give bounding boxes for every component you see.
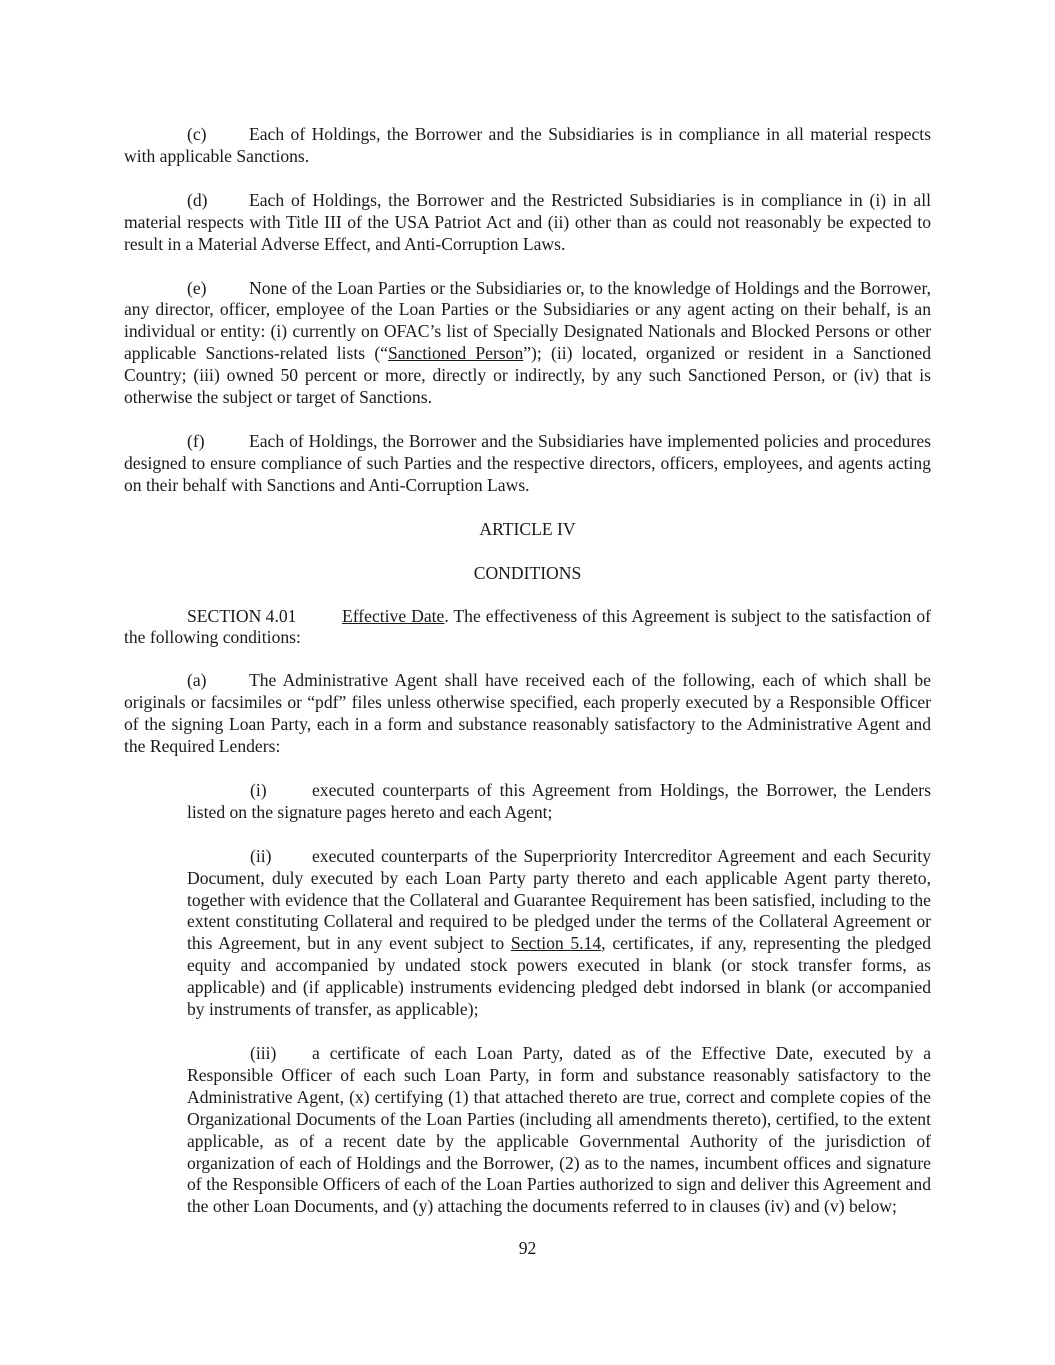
document-page-body [124, 124, 931, 1218]
paragraph-label: (f) [187, 430, 205, 451]
paragraph-text: Each of Holdings, the Borrower and the Restricted Subsidiaries is in compliance in (i) in all material respects with Title III of the USA Patriot Act and (ii) other than as could not reasonably be expected to result in a Material Adverse Effect, and Anti-Corruption Laws. [124, 189, 931, 254]
article-heading: ARTICLE IV [479, 518, 576, 539]
condition-label: (a) [187, 670, 207, 691]
item-label: (ii) [250, 845, 272, 866]
paragraph-label: (d) [187, 189, 208, 210]
condition-a [124, 670, 931, 758]
paragraph-f [124, 431, 931, 497]
item-iii [187, 1043, 931, 1218]
article-title: CONDITIONS [473, 562, 582, 583]
section-reference-link: Section 5.14 [510, 933, 602, 954]
paragraph-d [124, 190, 931, 256]
paragraph-e [124, 278, 931, 409]
item-text-before: executed counterparts of the Superpriority Intercreditor Agreement and each Security Document, duly executed by each Loan Party party thereto and each applicable Agent party thereto, together with evidence that the Collateral and Guarantee Requirement has been satisfied, including to the extent constituting Collateral and required to be pledged under the terms of the Collateral Agreement or this Agreement, but in any event subject to [187, 845, 931, 954]
item-label: (i) [250, 779, 267, 800]
item-text: executed counterparts of this Agreement from Holdings, the Borrower, the Lenders listed on the signature pages hereto and each Agent; [187, 779, 931, 822]
paragraph-text: Each of Holdings, the Borrower and the Subsidiaries have implemented policies and procedures designed to ensure compliance of such Parties and the respective directors, officers, employees, and agents acting on their behalf with Sanctions and Anti-Corruption Laws. [124, 430, 931, 495]
paragraph-text: Each of Holdings, the Borrower and the Subsidiaries is in compliance in all material respects with applicable Sanctions. [124, 124, 931, 166]
paragraph-label: (e) [187, 277, 207, 298]
paragraph-text-after: ”); (ii) located, organized or resident in a Sanctioned Country; (iii) owned 50 percent or more, directly or indirectly, by any such Sanctioned Person, or (iv) that is otherwise the subject or target of Sanctions. [124, 343, 931, 408]
section-4-01 [124, 606, 931, 650]
section-text: . The effectiveness of this Agreement is subject to the satisfaction of the following conditions: [124, 605, 931, 648]
item-i [187, 780, 931, 824]
condition-text: The Administrative Agent shall have received each of the following, each of which shall be originals or facsimiles or “pdf” files unless otherwise specified, each properly executed by a Responsible Officer of the signing Loan Party, each in a form and substance reasonably satisfactory to the Administrative Agent and the Required Lenders: [124, 670, 931, 757]
item-ii [187, 846, 931, 1021]
item-label: (iii) [250, 1043, 277, 1063]
paragraph-label: (c) [187, 124, 207, 144]
section-title: Effective Date [342, 605, 445, 626]
paragraph-text-before: None of the Loan Parties or the Subsidiaries or, to the knowledge of Holdings and the Borrower, any director, officer, employee of the Loan Parties or the Subsidiaries or any agent acting on their behalf, is an individual or entity: (i) currently on OFAC’s list of Specially Designated Nationals and Blocked Persons or other applicable Sanctions-related lists (“ [124, 277, 931, 364]
defined-term-sanctioned-person: Sanctioned Person [388, 343, 524, 364]
item-text: a certificate of each Loan Party, dated as of the Effective Date, executed by a Responsible Officer of each such Loan Party, in form and substance reasonably satisfactory to the Administrative Agent, (x) certifying (1) that attached thereto are true, correct and complete copies of the Organizational Documents of the Loan Parties (including all amendments thereto), certified, to the extent applicable, as of a recent date by the applicable Governmental Authority of the jurisdiction of organization of each of Holdings and the Borrower, (2) as to the names, incumbent offices and signature of the Responsible Officers of each of the Loan Parties authorized to sign and deliver this Agreement and the other Loan Documents, and (y) attaching the documents referred to in clauses (iv) and (v) below; [187, 1043, 931, 1217]
page-number: 92 [518, 1238, 537, 1258]
paragraph-c [124, 124, 931, 168]
item-text-after: , certificates, if any, representing the pledged equity and accompanied by undated stock powers executed in blank (or stock transfer forms, as applicable) and (if applicable) instruments evidencing pledged debt indorsed in blank (or accompanied by instruments of transfer, as applicable); [187, 933, 931, 1020]
section-number: SECTION 4.01 [187, 605, 297, 626]
